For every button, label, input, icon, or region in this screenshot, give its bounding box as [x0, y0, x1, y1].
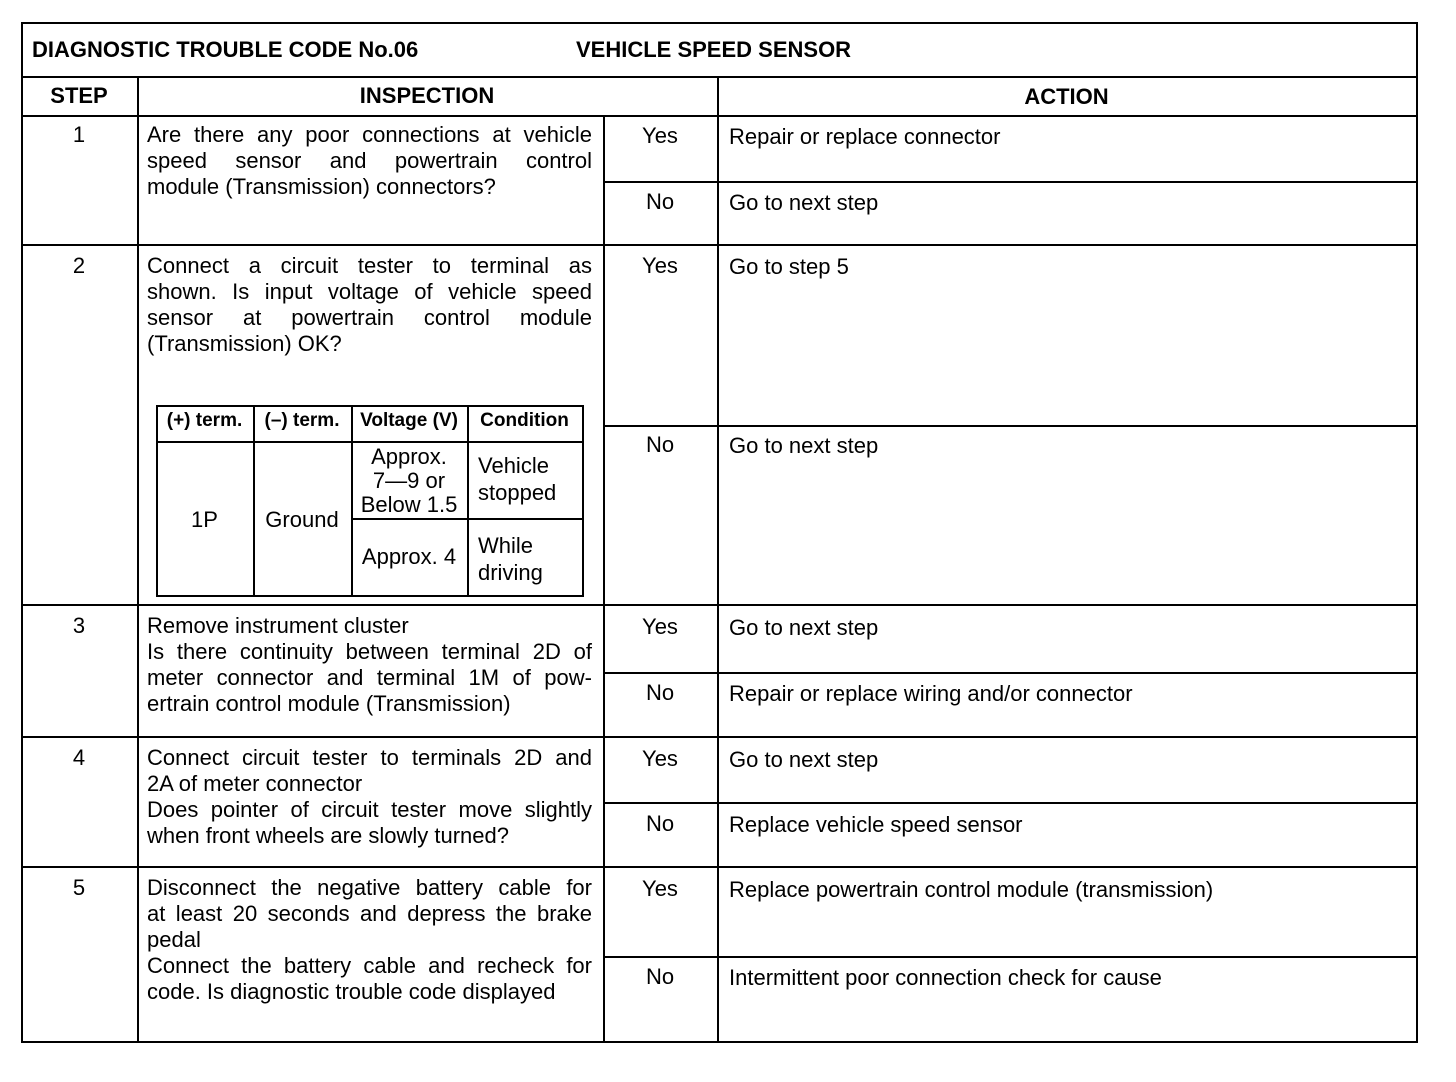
- row-separator-3: [21, 736, 1418, 738]
- step-number: 1: [72, 122, 86, 147]
- vt-voltage-line: Below 1.5: [360, 492, 458, 517]
- no-label: No: [645, 680, 675, 705]
- no-action: Repair or replace wiring and/or connector: [729, 681, 1133, 706]
- yes-label: Yes: [642, 876, 678, 901]
- vt-header-voltage: Voltage (V): [360, 410, 458, 431]
- step-number: 2: [72, 253, 86, 278]
- vt-condition-line: While: [478, 533, 534, 558]
- yes-label: Yes: [642, 614, 678, 639]
- yes-action: Go to next step: [729, 615, 879, 640]
- inspection-line: Does pointer of circuit tester move slightly: [147, 797, 592, 822]
- yes-no-separator-2: [603, 425, 1418, 427]
- vt-condition-line: Vehicle: [478, 453, 549, 478]
- border-top: [21, 22, 1418, 24]
- inspection-line: 2A of meter connector: [147, 771, 363, 796]
- row-separator-2: [21, 604, 1418, 606]
- inspection-line: Disconnect the negative battery cable for: [147, 875, 592, 900]
- yes-label: Yes: [642, 253, 678, 278]
- inspection-header: INSPECTION: [359, 83, 495, 108]
- inspection-line: shown. Is input voltage of vehicle speed: [147, 279, 592, 304]
- no-action: Replace vehicle speed sensor: [729, 812, 1023, 837]
- header-divider: [21, 76, 1418, 78]
- vt-condition-line: stopped: [478, 480, 557, 505]
- inspection-line: when front wheels are slowly turned?: [147, 823, 509, 848]
- row-separator-1: [21, 244, 1418, 246]
- yes-no-separator-1: [603, 181, 1418, 183]
- inspection-line: (Transmission) OK?: [147, 331, 342, 356]
- inspection-line: sensor at powertrain control module: [147, 305, 592, 330]
- yes-action: Replace powertrain control module (transmission): [729, 877, 1214, 902]
- inspection-line: meter connector and terminal 1M of pow-: [147, 665, 592, 690]
- row-separator-4: [21, 866, 1418, 868]
- step-number: 3: [72, 613, 86, 638]
- yes-no-separator-4: [603, 802, 1418, 804]
- vt-border-top: [156, 405, 584, 407]
- no-action: Go to next step: [729, 433, 879, 458]
- no-label: No: [645, 811, 675, 836]
- inspection-text: [147, 745, 592, 849]
- vt-voltage-line: Approx. 4: [361, 544, 457, 569]
- action-header: ACTION: [1024, 84, 1109, 109]
- border-right: [1416, 22, 1418, 1043]
- vt-header-condition: Condition: [480, 410, 569, 431]
- action-column-divider: [717, 76, 719, 1043]
- inspection-line: Connect circuit tester to terminals 2D and: [147, 745, 592, 770]
- vt-condition-line: driving: [478, 560, 543, 585]
- inspection-line: pedal: [147, 927, 201, 952]
- subject-title: VEHICLE SPEED SENSOR: [576, 37, 852, 62]
- yes-action: Go to next step: [729, 747, 879, 772]
- no-action: Intermittent poor connection check for cause: [729, 965, 1162, 990]
- no-label: No: [645, 432, 675, 457]
- vt-col-divider-1: [253, 405, 255, 597]
- no-label: No: [645, 964, 675, 989]
- yes-no-separator-3: [603, 672, 1418, 674]
- vt-col-divider-3: [467, 405, 469, 597]
- vt-header-plus-term: (+) term.: [166, 410, 243, 431]
- vt-condition-value: [478, 532, 543, 586]
- vt-voltage-line: Approx.: [371, 444, 447, 469]
- inspection-line: Connect the battery cable and recheck for: [147, 953, 592, 978]
- inspection-line: Is there continuity between terminal 2D of: [147, 639, 592, 664]
- vt-border-left: [156, 405, 158, 597]
- inspection-text: [147, 875, 592, 1005]
- step-header: STEP: [50, 83, 108, 108]
- vt-voltage-line: 7—9 or: [372, 468, 446, 493]
- step-column-divider: [137, 76, 139, 1043]
- step-number: 4: [72, 745, 86, 770]
- yes-action: Repair or replace connector: [729, 124, 1001, 149]
- inspection-line: code. Is diagnostic trouble code displayed: [147, 979, 556, 1004]
- inspection-text: [147, 122, 592, 200]
- no-label: No: [645, 189, 675, 214]
- inspection-line: speed sensor and powertrain control: [147, 148, 592, 173]
- code-title: DIAGNOSTIC TROUBLE CODE No.06: [32, 37, 419, 62]
- inspection-line: ertrain control module (Transmission): [147, 691, 511, 716]
- vt-condition-value: [478, 452, 556, 506]
- no-action: Go to next step: [729, 190, 879, 215]
- vt-border-bottom: [156, 595, 584, 597]
- border-bottom: [21, 1041, 1418, 1043]
- vt-minus-term-value: Ground: [265, 507, 339, 532]
- inspection-line: module (Transmission) connectors?: [147, 174, 496, 199]
- vt-voltage-value: [351, 545, 467, 569]
- yes-label: Yes: [642, 746, 678, 771]
- step-number: 5: [72, 875, 86, 900]
- yes-action: Go to step 5: [729, 254, 849, 279]
- inspection-line: Are there any poor connections at vehicle: [147, 122, 592, 147]
- vt-header-minus-term: (–) term.: [264, 410, 340, 431]
- vt-border-right: [582, 405, 584, 597]
- column-header-divider: [21, 115, 1418, 117]
- vt-voltage-value: [351, 445, 467, 517]
- inspection-line: Remove instrument cluster: [147, 613, 409, 638]
- inspection-line: Connect a circuit tester to terminal as: [147, 253, 592, 278]
- inspection-line: at least 20 seconds and depress the brake: [147, 901, 592, 926]
- yes-label: Yes: [642, 123, 678, 148]
- inspection-text: [147, 253, 592, 357]
- inspection-text: [147, 613, 592, 717]
- yes-no-separator-5: [603, 956, 1418, 958]
- vt-plus-term-value: 1P: [191, 507, 218, 532]
- vt-header-divider: [156, 441, 584, 443]
